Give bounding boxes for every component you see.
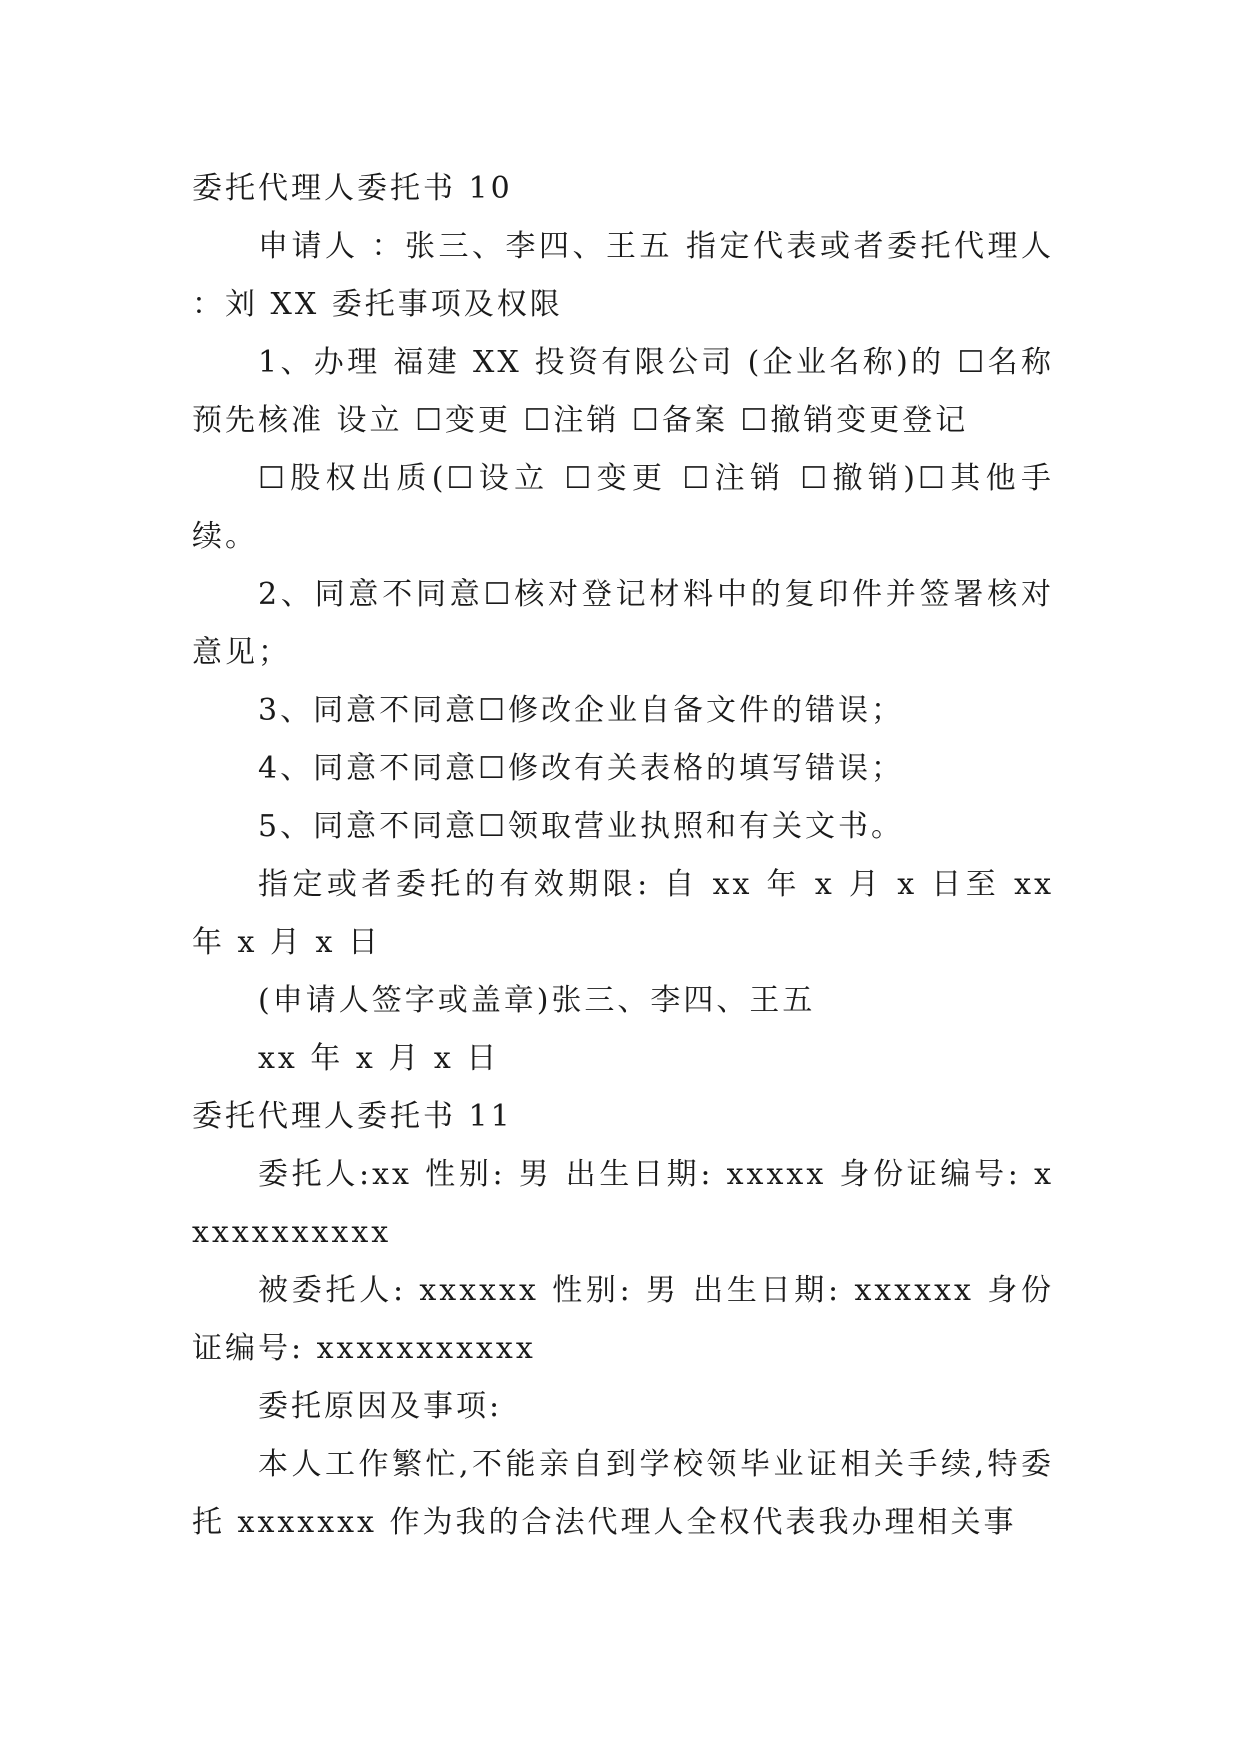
reason-heading: 委托原因及事项: (258, 1389, 503, 1424)
validity-period: 指定或者委托的有效期限: 自 xx 年 x 月 x 日至 xx 年 x 月 x 日 (192, 867, 1054, 960)
item-5-collect-license: 5、同意不同意☐领取营业执照和有关文书。 (258, 809, 904, 844)
signature-date: xx 年 x 月 x 日 (258, 1041, 500, 1076)
principal-info: 委托人:xx 性别: 男 出生日期: xxxxx 身份证编号: xxxxxxxxxxx (192, 1157, 1054, 1250)
applicant-signature: (申请人签字或盖章)张三、李四、王五 (258, 983, 816, 1018)
agent-info: 被委托人: xxxxxx 性别: 男 出生日期: xxxxxx 身份证编号: xxxxxxxxxxx (192, 1273, 1054, 1366)
document-body (192, 160, 1054, 1552)
item-1-equity-pledge: ☐股权出质(☐设立 ☐变更 ☐注销 ☐撤销)☐其他手续。 (192, 461, 1054, 554)
applicant-line: 申请人 ：张三、李四、王五 指定代表或者委托代理人 ：刘 XX 委托事项及权限 (192, 229, 1054, 322)
item-4-fix-forms: 4、同意不同意☐修改有关表格的填写错误； (258, 751, 904, 786)
item-2-verify-copies: 2、同意不同意☐核对登记材料中的复印件并签署核对意见； (192, 577, 1054, 670)
section-title-10: 委托代理人委托书 10 (192, 171, 513, 206)
item-3-fix-documents: 3、同意不同意☐修改企业自备文件的错误； (258, 693, 904, 728)
reason-body: 本人工作繁忙,不能亲自到学校领毕业证相关手续,特委托 xxxxxxx 作为我的合法代理人全权代表我办理相关事 (192, 1447, 1054, 1540)
item-1-handle: 1、办理 福建 XX 投资有限公司 (企业名称)的 ☐名称预先核准 设立 ☐变更 ☐注销 ☐备案 ☐撤销变更登记 (192, 345, 1054, 438)
section-title-11: 委托代理人委托书 11 (192, 1099, 513, 1134)
